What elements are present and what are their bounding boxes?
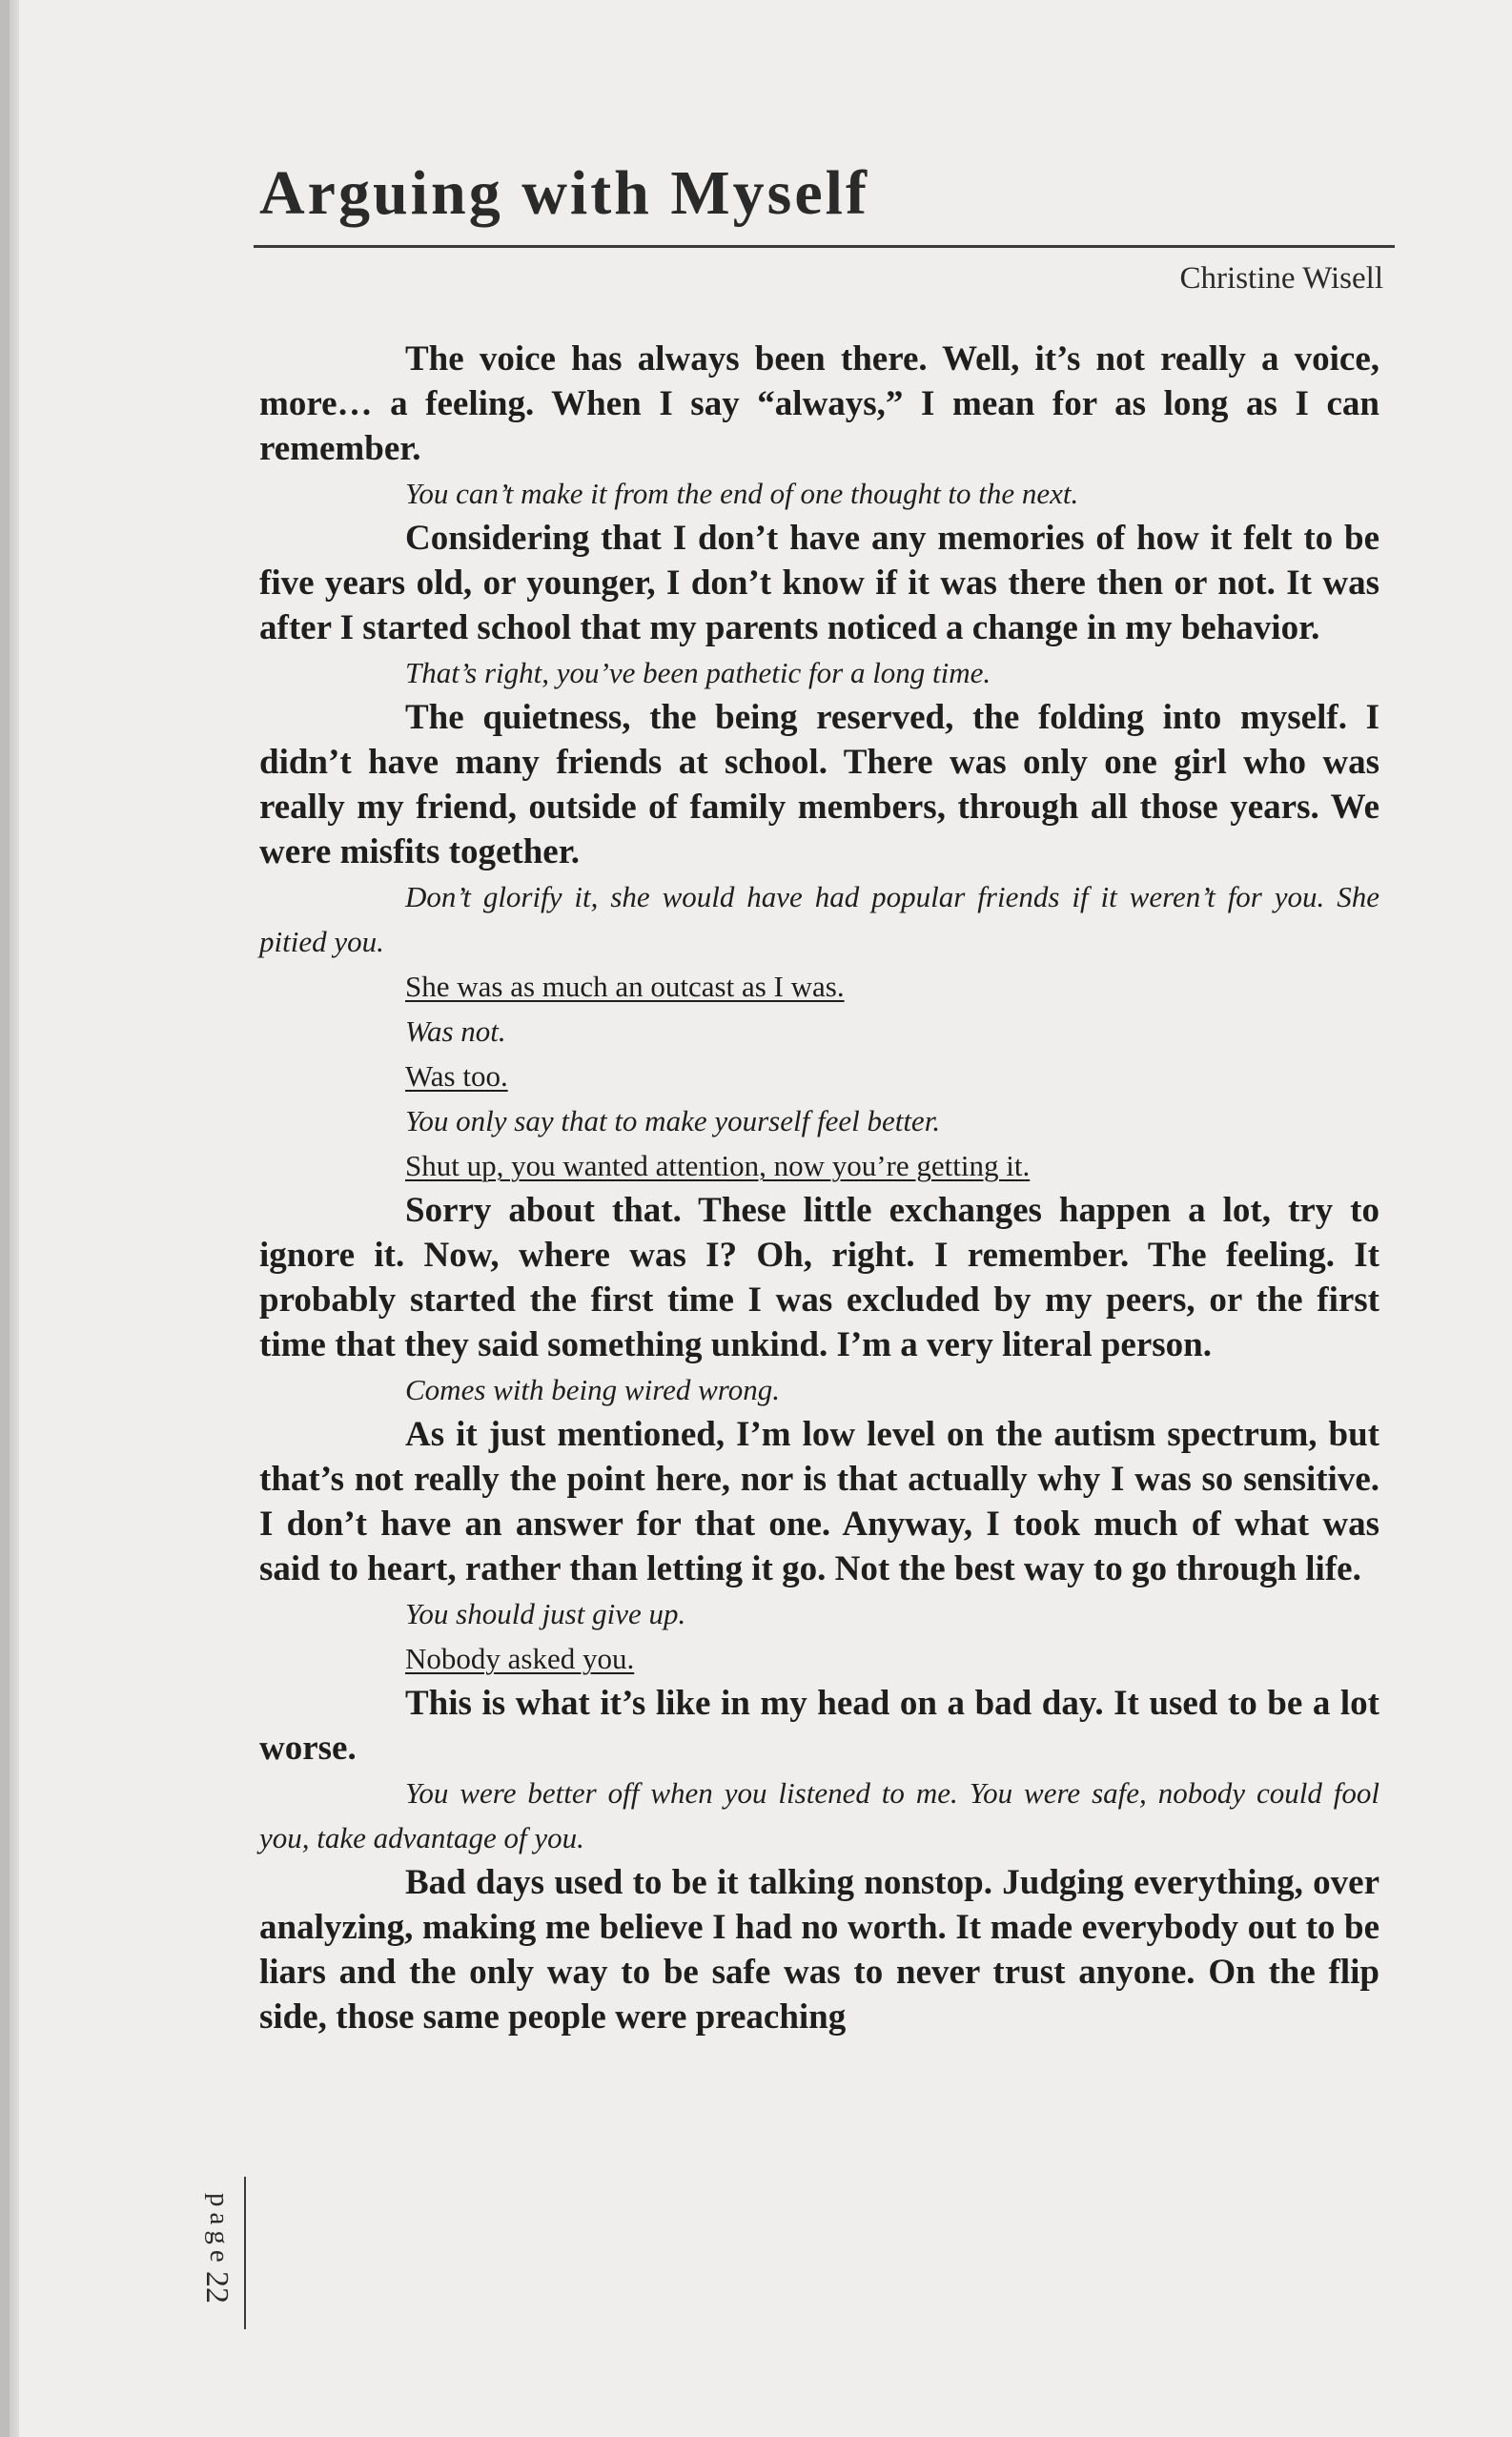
inner-voice-line: You should just give up. bbox=[405, 1597, 686, 1630]
paragraph: The quietness, the being reserved, the folding into myself. I didn’t have many friends at school. There was only one girl who was really my friend, outside of family members, through all those years. We were misfits together. bbox=[259, 698, 1379, 871]
inner-voice-line: That’s right, you’ve been pathetic for a long time. bbox=[405, 656, 991, 689]
paragraph: Bad days used to be it talking nonstop. Judging everything, over analyzing, making me believe I had no worth. It made everybody out to be liars and the only way to be safe was to never trust anyone. On the flip side, those same people were preaching bbox=[259, 1863, 1379, 2037]
reply-text: She was as much an outcast as I was. bbox=[405, 970, 845, 1003]
reply-line bbox=[259, 1636, 1379, 1681]
reply-line bbox=[259, 1143, 1379, 1188]
paragraph: This is what it’s like in my head on a bad day. It used to be a lot worse. bbox=[259, 1684, 1379, 1768]
paragraph: Considering that I don’t have any memories of how it felt to be five years old, or younger, I don’t know if it was there then or not. It was after I started school that my parents noticed a change in my behavior. bbox=[259, 519, 1379, 647]
title-underline bbox=[254, 245, 1395, 248]
article-author: Christine Wisell bbox=[1179, 261, 1383, 296]
inner-voice-line: Was not. bbox=[405, 1014, 506, 1048]
reply-line bbox=[259, 964, 1379, 1009]
inner-voice-line: You were better off when you listened to me. You were safe, nobody could fool you, take advantage of you. bbox=[259, 1776, 1379, 1854]
reply-text: Was too. bbox=[405, 1059, 508, 1093]
inner-voice-line: Don’t glorify it, she would have had popular friends if it weren’t for you. She pitied you. bbox=[259, 880, 1379, 958]
page-number-rule bbox=[244, 2177, 246, 2329]
page-label: page bbox=[204, 2193, 235, 2268]
inner-voice-line: You can’t make it from the end of one thought to the next. bbox=[405, 477, 1079, 510]
inner-voice-line: Comes with being wired wrong. bbox=[405, 1373, 780, 1406]
reply-text: Shut up, you wanted attention, now you’re getting it. bbox=[405, 1149, 1031, 1182]
article-title: Arguing with Myself bbox=[259, 158, 869, 228]
inner-voice-line: You only say that to make yourself feel better. bbox=[405, 1104, 941, 1137]
reply-text: Nobody asked you. bbox=[405, 1642, 635, 1675]
reply-line bbox=[259, 1054, 1379, 1098]
paragraph: The voice has always been there. Well, it’s not really a voice, more… a feeling. When I say “always,” I mean for as long as I can remember. bbox=[259, 339, 1379, 468]
page-number: 22 bbox=[199, 2271, 235, 2304]
paragraph: As it just mentioned, I’m low level on the autism spectrum, but that’s not really the point here, nor is that actually why I was so sensitive. I don’t have an answer for that one. Anyway, I took much of what was said to heart, rather than letting it go. Not the best way to go through life. bbox=[259, 1415, 1379, 1588]
paragraph: Sorry about that. These little exchanges happen a lot, try to ignore it. Now, where was I? Oh, right. I remember. The feeling. It probably started the first time I was excluded by my peers, or the first time that they said something unkind. I’m a very literal person. bbox=[259, 1191, 1379, 1364]
article-body bbox=[259, 337, 1379, 2039]
